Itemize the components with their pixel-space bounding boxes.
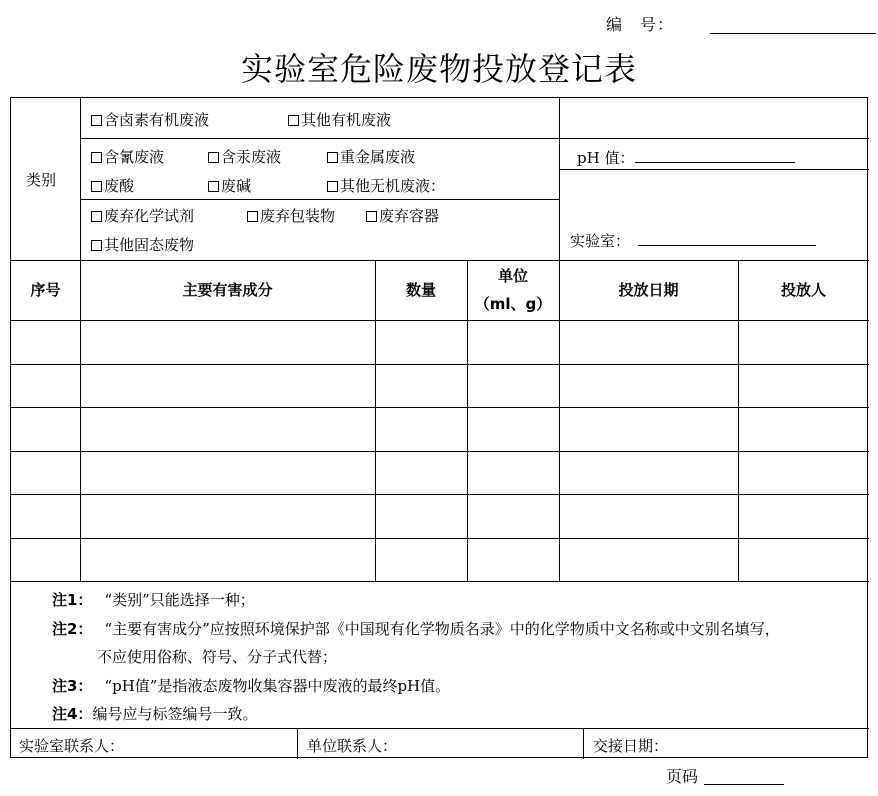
checkbox-icon[interactable] xyxy=(91,181,102,192)
note-2: 注2： “主要有害成分”应按照环境保护部《中国现有化学物质名录》中的化学物质中文名称或中文别名填写， xyxy=(52,620,780,638)
note-2-continued: 不应使用俗称、符号、分子式代替； xyxy=(97,648,338,666)
lab-label: 实验室： xyxy=(570,232,631,250)
checkbox-icon[interactable] xyxy=(208,181,219,192)
category-right-divider xyxy=(559,98,560,260)
checkbox-icon[interactable] xyxy=(91,211,102,222)
checkbox-other-inorganic[interactable]: 其他无机废液： xyxy=(327,175,445,196)
table-row xyxy=(11,538,869,539)
checkbox-waste-reagent[interactable]: 废弃化学试剂 xyxy=(91,205,194,226)
checkbox-other-organic[interactable]: 其他有机废液 xyxy=(288,109,391,130)
table-bottom-line xyxy=(11,581,869,582)
serial-number-field[interactable] xyxy=(710,33,876,34)
col-header-index: 序号 xyxy=(30,281,61,299)
checkbox-icon[interactable] xyxy=(91,240,102,251)
checkbox-icon[interactable] xyxy=(288,115,299,126)
checkbox-icon[interactable] xyxy=(247,211,258,222)
ph-input[interactable] xyxy=(635,162,795,163)
note-1: 注1： “类别”只能选择一种； xyxy=(52,591,255,609)
register-form xyxy=(10,97,868,758)
checkbox-icon[interactable] xyxy=(91,115,102,126)
category-line-ph xyxy=(559,169,869,170)
col-header-unit-title: 单位 xyxy=(497,267,528,285)
category-line-1 xyxy=(80,138,869,139)
col-header-unit-detail: （ml、g） xyxy=(474,295,552,313)
footer-divider xyxy=(583,728,584,759)
col-header-hazard: 主要有害成分 xyxy=(182,281,273,299)
checkbox-icon[interactable] xyxy=(91,152,102,163)
handover-date-label: 交接日期： xyxy=(593,737,669,755)
serial-number-label: 编 号： xyxy=(606,15,675,34)
checkbox-waste-packaging[interactable]: 废弃包装物 xyxy=(247,205,335,226)
unit-contact-label: 单位联系人： xyxy=(307,737,398,755)
checkbox-other-solid[interactable]: 其他固态废物 xyxy=(91,234,194,255)
checkbox-cyanide[interactable]: 含氰废液 xyxy=(91,146,164,167)
table-row xyxy=(11,407,869,408)
footer-divider xyxy=(297,728,298,759)
checkbox-waste-container[interactable]: 废弃容器 xyxy=(366,205,439,226)
note-3: 注3： “pH值”是指液态废物收集容器中废液的最终pH值。 xyxy=(52,677,451,695)
table-row xyxy=(11,494,869,495)
footer-top-line xyxy=(11,728,869,729)
lab-input[interactable] xyxy=(638,245,816,246)
checkbox-icon[interactable] xyxy=(327,181,338,192)
page-number-label: 页码 xyxy=(666,767,699,786)
col-header-person: 投放人 xyxy=(780,281,826,299)
checkbox-alkali[interactable]: 废碱 xyxy=(208,175,251,196)
page-title: 实验室危险废物投放登记表 xyxy=(240,50,637,88)
col-header-quantity: 数量 xyxy=(405,281,436,299)
col-header-unit xyxy=(467,260,559,320)
page-number-field[interactable] xyxy=(704,784,784,785)
checkbox-acid[interactable]: 废酸 xyxy=(91,175,134,196)
table-header-bottom xyxy=(11,320,869,321)
note-4: 注4：编号应与标签编号一致。 xyxy=(52,705,258,723)
table-row xyxy=(11,364,869,365)
checkbox-icon[interactable] xyxy=(208,152,219,163)
checkbox-halogenated-organic[interactable]: 含卤素有机废液 xyxy=(91,109,209,130)
checkbox-heavy-metal[interactable]: 重金属废液 xyxy=(327,146,415,167)
checkbox-icon[interactable] xyxy=(327,152,338,163)
checkbox-icon[interactable] xyxy=(366,211,377,222)
lab-contact-label: 实验室联系人： xyxy=(19,737,125,755)
ph-label: pH 值： xyxy=(577,149,635,167)
table-row xyxy=(11,451,869,452)
category-label: 类别 xyxy=(26,171,57,189)
col-header-date: 投放日期 xyxy=(618,281,679,299)
checkbox-mercury[interactable]: 含汞废液 xyxy=(208,146,281,167)
category-line-2 xyxy=(80,199,559,200)
